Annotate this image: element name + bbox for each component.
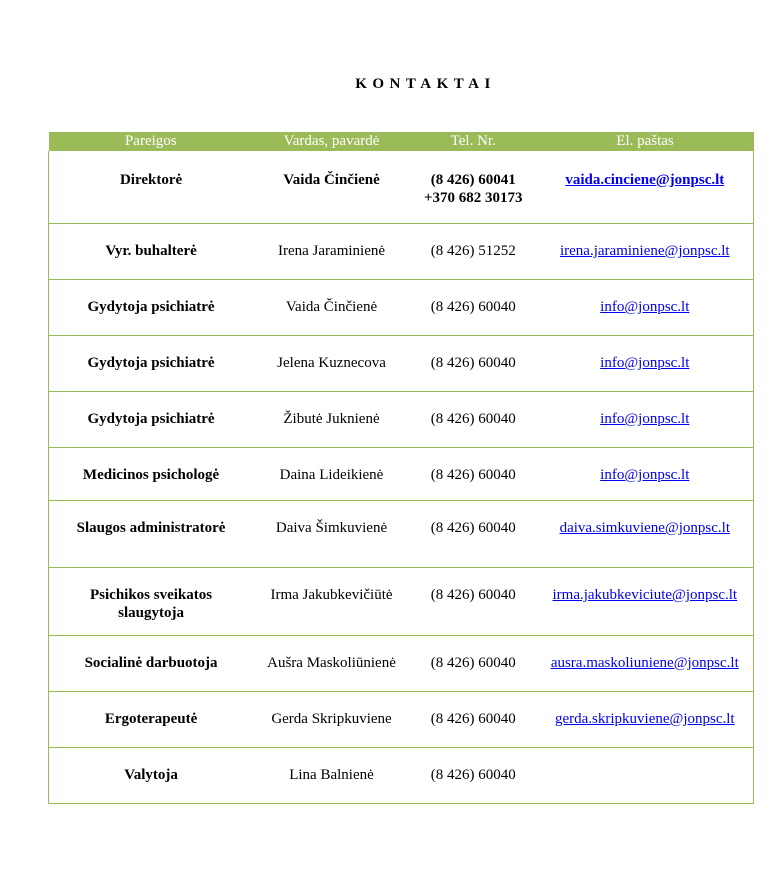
phone-cell: (8 426) 60040: [410, 448, 537, 501]
email-cell: [537, 280, 754, 336]
table-row: [49, 336, 754, 392]
email-cell: [537, 448, 754, 501]
name-cell: Vaida Činčienė: [253, 151, 410, 224]
phone-cell: [410, 151, 537, 224]
header-role: Pareigos: [49, 132, 254, 151]
phone-cell: (8 426) 60040: [410, 748, 537, 804]
email-link[interactable]: ausra.maskoliuniene@jonpsc.lt: [550, 655, 739, 671]
phone-text: (8 426) 60041: [430, 172, 516, 188]
table-row: [49, 692, 754, 748]
email-cell: [537, 151, 754, 224]
table-row: [49, 224, 754, 280]
table-row: [49, 280, 754, 336]
table-header-row: [49, 132, 754, 151]
email-link[interactable]: info@jonpsc.lt: [600, 411, 690, 427]
email-link[interactable]: info@jonpsc.lt: [600, 299, 690, 315]
email-link[interactable]: info@jonpsc.lt: [600, 355, 690, 371]
name-cell: Daina Lideikienė: [253, 448, 410, 501]
email-link[interactable]: vaida.cinciene@jonpsc.lt: [565, 172, 725, 188]
email-cell: [537, 336, 754, 392]
phone-cell: (8 426) 60040: [410, 568, 537, 636]
phone-cell: (8 426) 60040: [410, 692, 537, 748]
role-cell: Ergoterapeutė: [49, 692, 254, 748]
table-row: [49, 501, 754, 568]
email-link[interactable]: irena.jaraminiene@jonpsc.lt: [559, 243, 730, 259]
role-cell: Gydytoja psichiatrė: [49, 336, 254, 392]
role-cell: [49, 568, 254, 636]
email-cell: [537, 392, 754, 448]
email-cell: [537, 748, 754, 804]
header-name: Vardas, pavardė: [253, 132, 410, 151]
table-row: [49, 392, 754, 448]
email-cell: [537, 636, 754, 692]
header-phone: Tel. Nr.: [410, 132, 537, 151]
name-cell: Irma Jakubkevičiūtė: [253, 568, 410, 636]
phone-cell: (8 426) 51252: [410, 224, 537, 280]
phone-cell: (8 426) 60040: [410, 636, 537, 692]
email-cell: [537, 501, 754, 568]
name-cell: Aušra Maskoliūnienė: [253, 636, 410, 692]
email-cell: [537, 692, 754, 748]
name-cell: Žibutė Juknienė: [253, 392, 410, 448]
table-row: [49, 568, 754, 636]
page-title: KONTAKTAI: [355, 76, 496, 92]
header-email: El. paštas: [537, 132, 754, 151]
phone-cell: (8 426) 60040: [410, 501, 537, 568]
name-cell: Irena Jaraminienė: [253, 224, 410, 280]
email-link[interactable]: gerda.skripkuviene@jonpsc.lt: [554, 711, 735, 727]
name-cell: Daiva Šimkuvienė: [253, 501, 410, 568]
contacts-table: [48, 132, 754, 804]
table-row: [49, 151, 754, 224]
role-cell: Socialinė darbuotoja: [49, 636, 254, 692]
table-row: [49, 748, 754, 804]
name-cell: Lina Balnienė: [253, 748, 410, 804]
role-cell: Vyr. buhalterė: [49, 224, 254, 280]
email-cell: [537, 224, 754, 280]
email-cell: [537, 568, 754, 636]
role-cell: Gydytoja psichiatrė: [49, 280, 254, 336]
table-row: [49, 448, 754, 501]
phone-cell: (8 426) 60040: [410, 280, 537, 336]
role-cell: Medicinos psichologė: [49, 448, 254, 501]
name-cell: Jelena Kuznecova: [253, 336, 410, 392]
phone-cell: (8 426) 60040: [410, 392, 537, 448]
table-row: [49, 636, 754, 692]
role-cell: Direktorė: [49, 151, 254, 224]
role-cell: Gydytoja psichiatrė: [49, 392, 254, 448]
name-cell: Vaida Činčienė: [253, 280, 410, 336]
mobile-text: +370 682 30173: [423, 190, 523, 206]
name-cell: Gerda Skripkuviene: [253, 692, 410, 748]
email-link[interactable]: daiva.simkuviene@jonpsc.lt: [559, 520, 731, 536]
phone-cell: (8 426) 60040: [410, 336, 537, 392]
email-link[interactable]: info@jonpsc.lt: [600, 467, 690, 483]
role-cell: Slaugos administratorė: [49, 501, 254, 568]
role-line-1: Psichikos sveikatos: [90, 587, 213, 603]
role-line-2: slaugytoja: [118, 605, 184, 621]
email-link[interactable]: irma.jakubkeviciute@jonpsc.lt: [552, 587, 738, 603]
role-cell: Valytoja: [49, 748, 254, 804]
